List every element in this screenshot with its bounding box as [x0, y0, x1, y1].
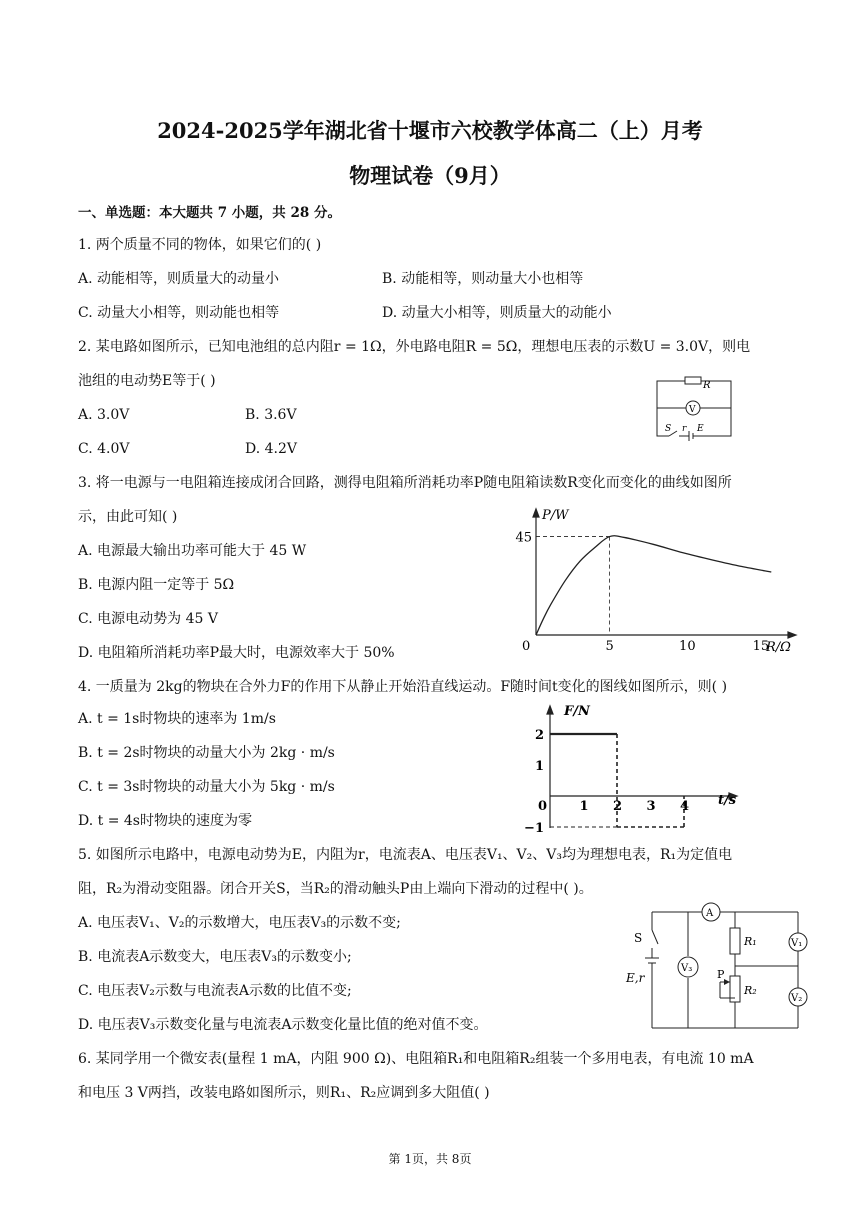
q5-option-a: A. 电压表V₁、V₂的示数增大，电压表V₃的示数不变;: [78, 915, 401, 931]
section-heading: 一、单选题：本大题共 7 小题，共 28 分。: [78, 205, 341, 221]
q5-fig-r2-label: R₂: [744, 984, 757, 997]
question-6-stem-line2: 和电压 3 V两挡，改装电路如图所示，则R₁、R₂应调到多大阻值( ): [78, 1085, 490, 1101]
q4-option-c: C. t = 3s时物块的动量大小为 5kg · m/s: [78, 779, 335, 795]
pr-series-line: [536, 536, 771, 635]
q2-fig-label-r: R: [703, 380, 711, 391]
ft-x-tick-label: 4: [680, 799, 690, 814]
q3-option-b: B. 电源内阻一定等于 5Ω: [78, 577, 235, 593]
pr-y-axis-label: P/W: [542, 508, 569, 523]
ft-x-tick-label: 3: [646, 799, 656, 814]
q3-power-chart: [515, 505, 800, 660]
q2-circuit-figure: [655, 375, 735, 440]
paper-title: 2024-2025学年湖北省十堰市六校教学体高二（上）月考: [157, 118, 703, 143]
q2-option-a: A. 3.0V: [78, 407, 130, 423]
pr-x-arrow: [788, 632, 796, 638]
pr-x-tick-label: 10: [679, 639, 696, 654]
question-3-stem-line2: 示，由此可知( ): [78, 509, 178, 525]
q3-option-a: A. 电源最大输出功率可能大于 45 W: [78, 543, 307, 559]
pr-x-tick-label: 15: [752, 639, 770, 654]
ft-x-tick-label: 1: [579, 799, 589, 814]
ft-y-axis-label: F/N: [564, 704, 590, 719]
q2-option-c: C. 4.0V: [78, 441, 130, 457]
q5-fig-v2-label: V₂: [791, 993, 803, 1004]
question-5-stem-line1: 5. 如图所示电路中，电源电动势为E，内阻为r，电流表A、电压表V₁、V₂、V₃均为理想电表，R₁为定值电: [78, 847, 733, 863]
q5-circuit-figure: [620, 900, 825, 1035]
question-3-stem-line1: 3. 将一电源与一电阻箱连接成闭合回路，测得电阻箱所消耗功率P随电阻箱读数R变化而变化的曲线如图所: [78, 475, 732, 491]
ft-y-tick-label: 2: [534, 728, 544, 743]
q4-force-chart: [524, 700, 750, 836]
q4-option-d: D. t = 4s时物块的速度为零: [78, 813, 252, 829]
ft-y-tick-label: −1: [524, 821, 544, 836]
q3-option-d: D. 电阻箱所消耗功率P最大时，电源效率大于 50%: [78, 645, 395, 661]
q5-fig-source-label: E,r: [626, 971, 645, 985]
q4-option-a: A. t = 1s时物块的速率为 1m/s: [78, 711, 276, 727]
q5-option-c: C. 电压表V₂示数与电流表A示数的比值不变;: [78, 983, 352, 999]
q2-fig-label-small-r: r: [682, 424, 687, 434]
paper-subtitle: 物理试卷（9月）: [349, 163, 511, 188]
q5-option-d: D. 电压表V₃示数变化量与电流表A示数变化量比值的绝对值不变。: [78, 1017, 488, 1033]
q1-option-b: B. 动能相等，则动量大小也相等: [382, 271, 584, 287]
q5-fig-r1-label: R₁: [744, 935, 757, 948]
q5-fig-switch-label: S: [634, 931, 643, 945]
question-6-stem-line1: 6. 某同学用一个微安表(量程 1 mA，内阻 900 Ω)、电阻箱R₁和电阻箱R₂组装一个多用电表，有电流 10 mA: [78, 1051, 754, 1067]
q3-option-c: C. 电源电动势为 45 V: [78, 611, 218, 627]
ft-x-tick-label: 0: [538, 799, 548, 814]
pr-x-axis-label: R/Ω: [766, 640, 791, 655]
q5-fig-p-label: P: [717, 968, 725, 981]
question-2-stem-line1: 2. 某电路如图所示，已知电池组的总内阻r = 1Ω，外电路电阻R = 5Ω，理想电压表的示数U = 3.0V，则电: [78, 339, 751, 355]
q2-fig-label-e: E: [697, 424, 704, 434]
q5-fig-v3-label: V₃: [681, 963, 693, 974]
q4-option-b: B. t = 2s时物块的动量大小为 2kg · m/s: [78, 745, 335, 761]
q1-option-a: A. 动能相等，则质量大的动量小: [78, 271, 280, 287]
q2-option-d: D. 4.2V: [245, 441, 298, 457]
ft-x-tick-label: 2: [613, 799, 623, 814]
question-1-stem: 1. 两个质量不同的物体，如果它们的( ): [78, 237, 322, 253]
question-5-stem-line2: 阻，R₂为滑动变阻器。闭合开关S，当R₂的滑动触头P由上端向下滑动的过程中( )。: [78, 881, 593, 897]
question-2-stem-line2: 池组的电动势E等于( ): [78, 373, 216, 389]
q5-option-b: B. 电流表A示数变大，电压表V₃的示数变小;: [78, 949, 352, 965]
pr-x-tick-label: 0: [522, 639, 531, 654]
pr-x-tick-label: 5: [605, 639, 614, 654]
pr-y-arrow: [533, 509, 539, 517]
q2-fig-label-v: V: [689, 405, 696, 415]
q1-option-d: D. 动量大小相等，则质量大的动能小: [382, 305, 612, 321]
q2-option-b: B. 3.6V: [245, 407, 297, 423]
q5-fig-v1-label: V₁: [791, 938, 803, 949]
q1-option-c: C. 动量大小相等，则动能也相等: [78, 305, 280, 321]
ft-y-tick-label: 1: [534, 759, 544, 774]
q5-fig-ammeter-label: A: [706, 908, 714, 919]
q2-fig-label-s: S: [665, 424, 672, 434]
page-footer: 第 1页，共 8页: [388, 1152, 472, 1166]
ft-x-axis-label: t/s: [718, 793, 737, 808]
question-4-stem: 4. 一质量为 2kg的物块在合外力F的作用下从静止开始沿直线运动。F随时间t变化的图线如图所示，则( ): [78, 679, 728, 695]
ft-y-arrow: [547, 706, 553, 714]
pr-y-tick-label: 45: [515, 530, 532, 546]
